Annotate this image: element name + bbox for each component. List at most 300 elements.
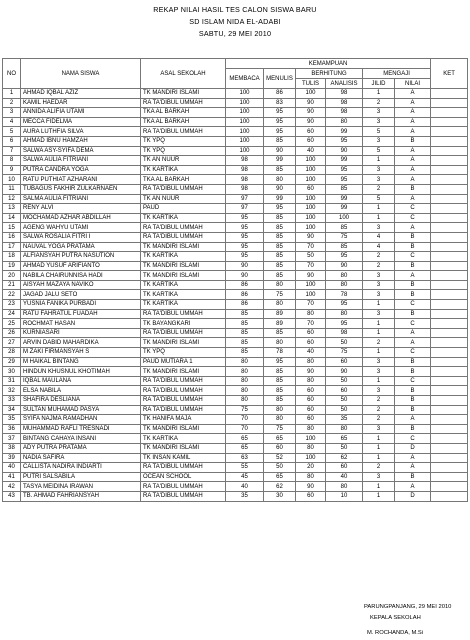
cell-nama-siswa: TASYA MEIDINA IRAWAN (21, 482, 141, 492)
cell-no: 13 (3, 204, 21, 214)
cell-jilid: 3 (363, 280, 395, 290)
cell-jilid: 3 (363, 290, 395, 300)
table-row (3, 376, 468, 386)
cell-jilid: 2 (363, 338, 395, 348)
cell-jilid: 1 (363, 204, 395, 214)
cell-ket (431, 491, 468, 501)
cell-tulis: 90 (296, 117, 326, 127)
cell-nilai: C (395, 348, 431, 358)
cell-asal-sekolah: TK MANDIRI ISLAMI (141, 424, 226, 434)
cell-no: 22 (3, 290, 21, 300)
cell-jilid: 1 (363, 328, 395, 338)
cell-nilai: B (395, 424, 431, 434)
cell-jilid: 3 (363, 472, 395, 482)
cell-membaca: 95 (226, 242, 264, 252)
cell-membaca: 100 (226, 127, 264, 137)
cell-membaca: 85 (226, 309, 264, 319)
report-title: REKAP NILAI HASIL TES CALON SISWA BARU (153, 5, 317, 14)
cell-menulis: 95 (264, 357, 296, 367)
cell-tulis: 80 (296, 443, 326, 453)
cell-asal-sekolah: TK MANDIRI ISLAMI (141, 271, 226, 281)
cell-ket (431, 424, 468, 434)
cell-analisis: 85 (326, 184, 363, 194)
cell-ket (431, 300, 468, 310)
cell-ket (431, 108, 468, 118)
cell-membaca: 80 (226, 396, 264, 406)
table-row (3, 204, 468, 214)
cell-menulis: 89 (264, 309, 296, 319)
cell-membaca: 40 (226, 482, 264, 492)
score-table (2, 58, 468, 502)
cell-asal-sekolah: RA TA'DIBUL UMMAH (141, 184, 226, 194)
cell-analisis: 65 (326, 434, 363, 444)
table-row (3, 319, 468, 329)
cell-membaca: 100 (226, 108, 264, 118)
cell-asal-sekolah: TK MANDIRI ISLAMI (141, 338, 226, 348)
cell-analisis: 99 (326, 204, 363, 214)
cell-nilai: B (395, 290, 431, 300)
cell-menulis: 99 (264, 194, 296, 204)
header-jilid: JILID (363, 79, 395, 89)
cell-nilai: A (395, 338, 431, 348)
header-ket: KET (431, 59, 468, 89)
cell-ket (431, 194, 468, 204)
cell-no: 3 (3, 108, 21, 118)
cell-nama-siswa: PUTRA CANDRA YOGA (21, 165, 141, 175)
signature-place-date: PARUNGPANJANG, 29 MEI 2010 (364, 604, 452, 610)
cell-nama-siswa: SALWA ASY-SYIFA DEMA (21, 146, 141, 156)
cell-analisis: 80 (326, 482, 363, 492)
cell-no: 35 (3, 415, 21, 425)
cell-no: 42 (3, 482, 21, 492)
cell-nilai: A (395, 415, 431, 425)
cell-menulis: 85 (264, 223, 296, 233)
cell-ket (431, 232, 468, 242)
cell-analisis: 98 (326, 108, 363, 118)
cell-nama-siswa: MUHAMMAD RAFLI TRESNADI (21, 424, 141, 434)
cell-jilid: 5 (363, 194, 395, 204)
cell-nama-siswa: SALMA AULIA FITRIANI (21, 194, 141, 204)
cell-nama-siswa: NAUVAL YOGA PRATAMA (21, 242, 141, 252)
cell-tulis: 100 (296, 89, 326, 99)
cell-ket (431, 482, 468, 492)
cell-ket (431, 434, 468, 444)
cell-no: 41 (3, 472, 21, 482)
cell-nilai: B (395, 232, 431, 242)
cell-ket (431, 98, 468, 108)
cell-menulis: 80 (264, 405, 296, 415)
cell-tulis: 40 (296, 348, 326, 358)
cell-membaca: 95 (226, 232, 264, 242)
cell-nilai: D (395, 491, 431, 501)
cell-jilid: 2 (363, 396, 395, 406)
cell-no: 18 (3, 252, 21, 262)
cell-nama-siswa: NABILA CHAIRUNNISA HADI (21, 271, 141, 281)
table-row (3, 223, 468, 233)
cell-ket (431, 242, 468, 252)
header-analisis: ANALISIS (326, 79, 363, 89)
cell-tulis: 60 (296, 386, 326, 396)
header-tulis: TULIS (296, 79, 326, 89)
cell-no: 38 (3, 443, 21, 453)
cell-jilid: 2 (363, 184, 395, 194)
cell-analisis: 60 (326, 357, 363, 367)
cell-membaca: 85 (226, 319, 264, 329)
cell-jilid: 4 (363, 232, 395, 242)
cell-nama-siswa: RATU FAHRATUL FUADAH (21, 309, 141, 319)
cell-asal-sekolah: TKA AL BARKAH (141, 108, 226, 118)
cell-nilai: B (395, 184, 431, 194)
header-asal-sekolah: ASAL SEKOLAH (141, 59, 226, 89)
cell-tulis: 60 (296, 396, 326, 406)
cell-nilai: A (395, 146, 431, 156)
cell-menulis: 85 (264, 213, 296, 223)
cell-asal-sekolah: TK YPQ (141, 136, 226, 146)
cell-nilai: C (395, 319, 431, 329)
cell-menulis: 80 (264, 300, 296, 310)
cell-jilid: 1 (363, 453, 395, 463)
cell-nilai: B (395, 367, 431, 377)
cell-menulis: 75 (264, 290, 296, 300)
cell-menulis: 52 (264, 453, 296, 463)
cell-menulis: 90 (264, 146, 296, 156)
cell-tulis: 100 (296, 156, 326, 166)
cell-ket (431, 348, 468, 358)
table-row (3, 328, 468, 338)
cell-no: 16 (3, 232, 21, 242)
cell-nama-siswa: BINTANG CAHAYA INSANI (21, 434, 141, 444)
cell-no: 23 (3, 300, 21, 310)
cell-ket (431, 223, 468, 233)
cell-membaca: 95 (226, 213, 264, 223)
cell-asal-sekolah: OCEAN SCHOOL (141, 472, 226, 482)
cell-ket (431, 463, 468, 473)
cell-nilai: B (395, 405, 431, 415)
table-row (3, 396, 468, 406)
cell-nama-siswa: AISYAH MAZAYA NAVIKO (21, 280, 141, 290)
cell-menulis: 89 (264, 319, 296, 329)
cell-analisis: 10 (326, 491, 363, 501)
table-row (3, 491, 468, 501)
table-row (3, 453, 468, 463)
cell-no: 40 (3, 463, 21, 473)
cell-no: 26 (3, 328, 21, 338)
cell-no: 6 (3, 136, 21, 146)
cell-ket (431, 472, 468, 482)
cell-analisis: 78 (326, 290, 363, 300)
table-row (3, 482, 468, 492)
cell-analisis: 35 (326, 415, 363, 425)
cell-nama-siswa: AHMAD IBNU HAMZAH (21, 136, 141, 146)
cell-ket (431, 136, 468, 146)
table-row (3, 146, 468, 156)
cell-analisis: 80 (326, 280, 363, 290)
cell-asal-sekolah: TK KARTIKA (141, 165, 226, 175)
cell-nilai: B (395, 386, 431, 396)
cell-ket (431, 405, 468, 415)
cell-menulis: 85 (264, 386, 296, 396)
cell-menulis: 85 (264, 271, 296, 281)
cell-membaca: 80 (226, 386, 264, 396)
cell-nilai: B (395, 357, 431, 367)
cell-nama-siswa: SALWA ROSALIA FITRI I (21, 232, 141, 242)
cell-analisis: 100 (326, 213, 363, 223)
cell-analisis: 80 (326, 271, 363, 281)
cell-nilai: A (395, 453, 431, 463)
cell-asal-sekolah: RA TA'DIBUL UMMAH (141, 482, 226, 492)
cell-nama-siswa: ADY PUTRA PRATAMA (21, 443, 141, 453)
cell-tulis: 100 (296, 165, 326, 175)
cell-jilid: 2 (363, 405, 395, 415)
cell-membaca: 98 (226, 175, 264, 185)
table-row (3, 261, 468, 271)
cell-nilai: B (395, 309, 431, 319)
header-menulis: MENULIS (264, 69, 296, 89)
signature-name: M. ROCHANDA, M.Si (367, 630, 424, 636)
cell-jilid: 1 (363, 300, 395, 310)
cell-menulis: 80 (264, 175, 296, 185)
cell-tulis: 80 (296, 424, 326, 434)
cell-membaca: 95 (226, 252, 264, 262)
cell-nama-siswa: AURA LUTHFIA SILVA (21, 127, 141, 137)
cell-no: 17 (3, 242, 21, 252)
cell-asal-sekolah: TK KARTIKA (141, 434, 226, 444)
cell-tulis: 60 (296, 338, 326, 348)
cell-membaca: 80 (226, 357, 264, 367)
cell-nilai: C (395, 300, 431, 310)
cell-nama-siswa: NADIA SAFIRA (21, 453, 141, 463)
cell-nilai: B (395, 396, 431, 406)
cell-nama-siswa: ANNIDA ALIFIA UTAMI (21, 108, 141, 118)
cell-membaca: 98 (226, 184, 264, 194)
cell-ket (431, 386, 468, 396)
cell-no: 9 (3, 165, 21, 175)
cell-ket (431, 357, 468, 367)
cell-no: 20 (3, 271, 21, 281)
cell-tulis: 50 (296, 252, 326, 262)
cell-ket (431, 156, 468, 166)
cell-ket (431, 271, 468, 281)
table-row (3, 348, 468, 358)
cell-membaca: 86 (226, 280, 264, 290)
table-row (3, 194, 468, 204)
cell-nilai: A (395, 194, 431, 204)
cell-nama-siswa: SHAFIRA DESLIANA (21, 396, 141, 406)
cell-ket (431, 89, 468, 99)
cell-no: 11 (3, 184, 21, 194)
cell-no: 15 (3, 223, 21, 233)
cell-menulis: 95 (264, 127, 296, 137)
cell-menulis: 85 (264, 242, 296, 252)
cell-membaca: 86 (226, 300, 264, 310)
cell-jilid: 3 (363, 367, 395, 377)
cell-membaca: 98 (226, 156, 264, 166)
cell-no: 34 (3, 405, 21, 415)
cell-menulis: 85 (264, 367, 296, 377)
table-row (3, 463, 468, 473)
cell-ket (431, 252, 468, 262)
cell-tulis: 60 (296, 184, 326, 194)
table-row (3, 405, 468, 415)
cell-nama-siswa: M ZAKI FIRMANSYAH S (21, 348, 141, 358)
score-rows (3, 89, 468, 502)
table-row (3, 184, 468, 194)
cell-menulis: 85 (264, 232, 296, 242)
cell-nilai: A (395, 463, 431, 473)
cell-asal-sekolah: RA TA'DIBUL UMMAH (141, 328, 226, 338)
cell-tulis: 80 (296, 357, 326, 367)
cell-analisis: 95 (326, 319, 363, 329)
cell-tulis: 60 (296, 491, 326, 501)
cell-nilai: C (395, 434, 431, 444)
cell-analisis: 95 (326, 136, 363, 146)
cell-nama-siswa: AHMAD IQBAL AZIZ (21, 89, 141, 99)
cell-nilai: A (395, 108, 431, 118)
cell-membaca: 65 (226, 443, 264, 453)
cell-nama-siswa: SYIFA NAJMA RAMADHAN (21, 415, 141, 425)
cell-menulis: 90 (264, 184, 296, 194)
table-row (3, 424, 468, 434)
cell-no: 8 (3, 156, 21, 166)
table-row (3, 156, 468, 166)
cell-ket (431, 261, 468, 271)
cell-tulis: 100 (296, 204, 326, 214)
cell-tulis: 70 (296, 242, 326, 252)
cell-menulis: 80 (264, 280, 296, 290)
cell-jilid: 3 (363, 117, 395, 127)
cell-nilai: A (395, 156, 431, 166)
cell-analisis: 75 (326, 232, 363, 242)
cell-asal-sekolah: TK INSAN KAMIL (141, 453, 226, 463)
cell-ket (431, 175, 468, 185)
cell-menulis: 83 (264, 98, 296, 108)
cell-asal-sekolah: TK MANDIRI ISLAMI (141, 242, 226, 252)
table-row (3, 338, 468, 348)
cell-tulis: 100 (296, 290, 326, 300)
table-row (3, 290, 468, 300)
cell-nama-siswa: IQBAL MAULANA (21, 376, 141, 386)
cell-analisis: 50 (326, 396, 363, 406)
cell-tulis: 80 (296, 309, 326, 319)
cell-jilid: 3 (363, 424, 395, 434)
cell-no: 19 (3, 261, 21, 271)
cell-tulis: 60 (296, 127, 326, 137)
cell-menulis: 85 (264, 376, 296, 386)
header-no: NO (3, 59, 21, 89)
cell-no: 10 (3, 175, 21, 185)
cell-ket (431, 290, 468, 300)
cell-analisis: 50 (326, 405, 363, 415)
cell-membaca: 85 (226, 348, 264, 358)
table-row (3, 232, 468, 242)
cell-membaca: 70 (226, 415, 264, 425)
cell-asal-sekolah: TK MANDIRI ISLAMI (141, 89, 226, 99)
cell-menulis: 50 (264, 463, 296, 473)
table-row (3, 300, 468, 310)
cell-menulis: 60 (264, 443, 296, 453)
cell-jilid: 3 (363, 165, 395, 175)
cell-jilid: 5 (363, 127, 395, 137)
cell-nilai: A (395, 89, 431, 99)
table-row (3, 175, 468, 185)
cell-nilai: C (395, 252, 431, 262)
cell-membaca: 100 (226, 146, 264, 156)
cell-tulis: 100 (296, 213, 326, 223)
cell-ket (431, 309, 468, 319)
cell-analisis: 80 (326, 424, 363, 434)
cell-jilid: 3 (363, 309, 395, 319)
cell-nilai: A (395, 165, 431, 175)
table-row (3, 252, 468, 262)
table-row (3, 108, 468, 118)
cell-ket (431, 127, 468, 137)
cell-asal-sekolah: TK KARTIKA (141, 290, 226, 300)
cell-tulis: 90 (296, 98, 326, 108)
cell-analisis: 95 (326, 165, 363, 175)
table-row (3, 213, 468, 223)
cell-jilid: 1 (363, 213, 395, 223)
cell-menulis: 95 (264, 108, 296, 118)
cell-no: 27 (3, 338, 21, 348)
cell-nilai: A (395, 271, 431, 281)
cell-ket (431, 319, 468, 329)
cell-tulis: 40 (296, 146, 326, 156)
cell-membaca: 97 (226, 194, 264, 204)
cell-asal-sekolah: TK MANDIRI ISLAMI (141, 261, 226, 271)
cell-ket (431, 117, 468, 127)
cell-no: 21 (3, 280, 21, 290)
table-row (3, 367, 468, 377)
cell-nilai: D (395, 443, 431, 453)
cell-menulis: 85 (264, 396, 296, 406)
cell-tulis: 90 (296, 482, 326, 492)
cell-nama-siswa: KAMIL HAEDAR (21, 98, 141, 108)
cell-nilai: A (395, 223, 431, 233)
cell-nama-siswa: ARVIN DABID MAHARDIKA (21, 338, 141, 348)
cell-jilid: 1 (363, 443, 395, 453)
cell-nama-siswa: KURNIASARI (21, 328, 141, 338)
cell-tulis: 90 (296, 232, 326, 242)
cell-tulis: 60 (296, 136, 326, 146)
table-row (3, 386, 468, 396)
cell-no: 5 (3, 127, 21, 137)
cell-jilid: 2 (363, 415, 395, 425)
cell-no: 29 (3, 357, 21, 367)
cell-analisis: 95 (326, 300, 363, 310)
cell-jilid: 1 (363, 348, 395, 358)
cell-menulis: 80 (264, 415, 296, 425)
cell-nama-siswa: ELSA NABILA (21, 386, 141, 396)
cell-asal-sekolah: TKA AL BARKAH (141, 175, 226, 185)
cell-menulis: 65 (264, 472, 296, 482)
cell-analisis: 90 (326, 146, 363, 156)
header-berhitung: BERHITUNG (296, 69, 363, 79)
cell-ket (431, 396, 468, 406)
cell-tulis: 90 (296, 108, 326, 118)
table-row (3, 415, 468, 425)
cell-no: 2 (3, 98, 21, 108)
cell-tulis: 70 (296, 319, 326, 329)
cell-no: 28 (3, 348, 21, 358)
cell-nilai: A (395, 127, 431, 137)
cell-no: 43 (3, 491, 21, 501)
cell-membaca: 65 (226, 434, 264, 444)
cell-nama-siswa: HINDUN KHUSNUL KHOTIMAH (21, 367, 141, 377)
cell-nilai: B (395, 261, 431, 271)
cell-ket (431, 415, 468, 425)
cell-nilai: B (395, 242, 431, 252)
cell-no: 30 (3, 367, 21, 377)
